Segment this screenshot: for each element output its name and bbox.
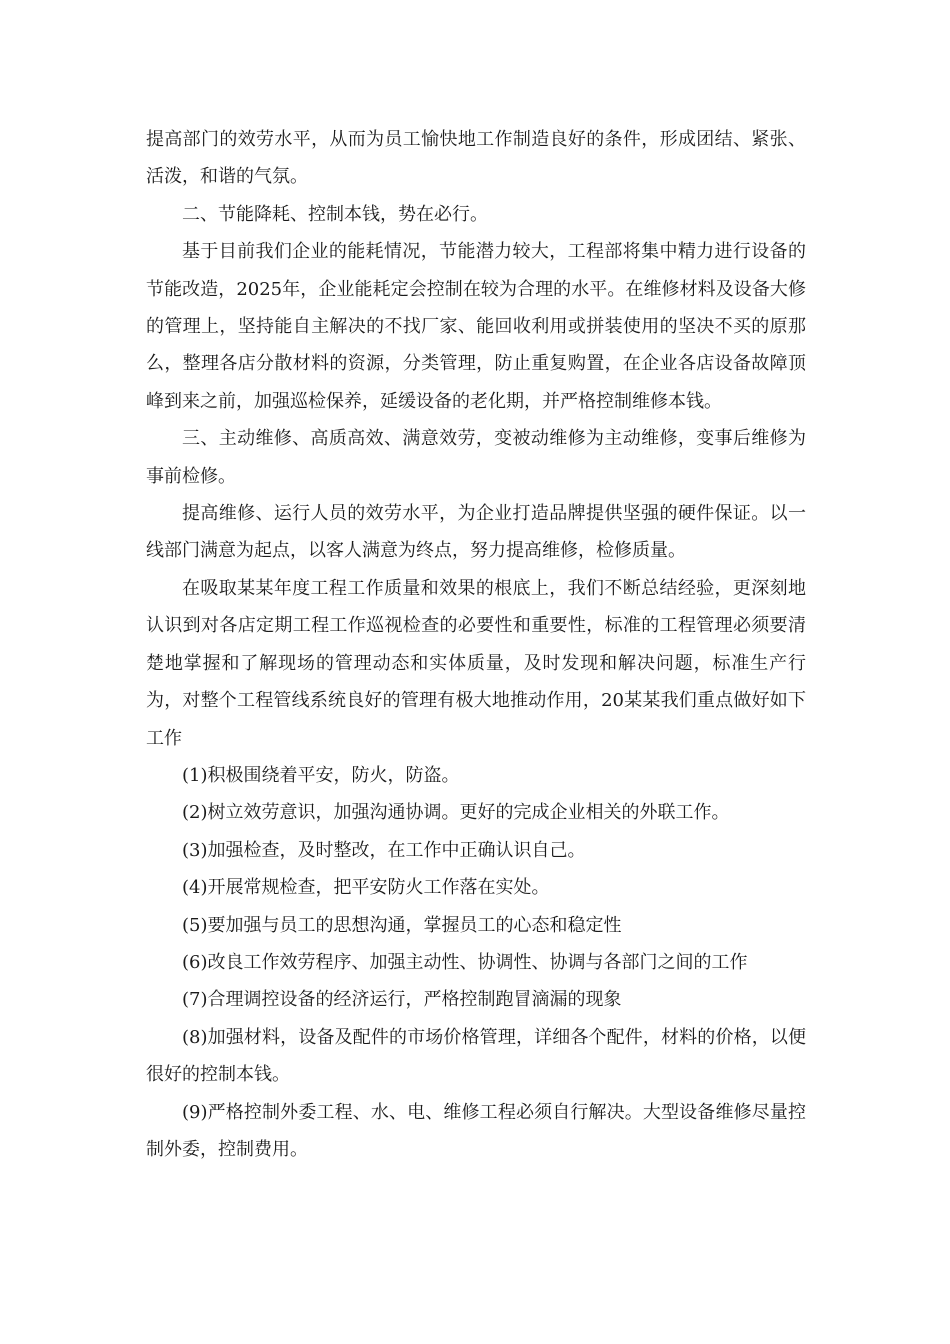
work-item-list (146, 757, 806, 1168)
work-item-1: (1)积极围绕着平安，防火，防盗。 (182, 764, 460, 786)
section-three-heading: 三、主动维修、高质高效、满意效劳，变被动维修为主动维修，变事后维修为事前检修。 (146, 428, 806, 487)
work-item-4: (4)开展常规检查，把平安防火工作落在实处。 (182, 877, 550, 899)
work-item-9: (9)严格控制外委工程、水、电、维修工程必须自行解决。大型设备维修尽量控制外委，控制费用。 (146, 1101, 806, 1160)
work-item-6: (6)改良工作效劳程序、加强主动性、协调性、协调与各部门之间的工作 (182, 951, 748, 973)
work-item-3: (3)加强检查，及时整改，在工作中正确认识自己。 (182, 839, 586, 861)
section-two-heading: 二、节能降耗、控制本钱，势在必行。 (182, 203, 488, 225)
work-item-5: (5)要加强与员工的思想沟通，掌握员工的心态和稳定性 (182, 914, 622, 936)
opening-paragraph: 提高部门的效劳水平，从而为员工愉快地工作制造良好的条件，形成团结、紧张、活泼，和谐的气氛。 (146, 129, 806, 188)
work-item-7: (7)合理调控设备的经济运行，严格控制跑冒滴漏的现象 (182, 989, 622, 1011)
document-page (146, 121, 806, 1168)
section-two-body: 基于目前我们企业的能耗情况，节能潜力较大，工程部将集中精力进行设备的节能改造，2025年，企业能耗定会控制在较为合理的水平。在维修材料及设备大修的管理上，坚持能自主解决的不找厂家、能回收利用或拼装使用的坚决不买的原那么，整理各店分散材料的资源，分类管理，防止重复购置，在企业各店设备故障顶峰到来之前，加强巡检保养，延缓设备的老化期，并严格控制维修本钱。 (146, 241, 806, 412)
work-item-2: (2)树立效劳意识，加强沟通协调。更好的完成企业相关的外联工作。 (182, 802, 730, 824)
section-three-body: 提高维修、运行人员的效劳水平，为企业打造品牌提供坚强的硬件保证。以一线部门满意为起点，以客人满意为终点，努力提高维修，检修质量。 (146, 503, 806, 562)
work-item-8: (8)加强材料，设备及配件的市场价格管理，详细各个配件，材料的价格，以便很好的控制本钱。 (146, 1026, 806, 1086)
summary-paragraph: 在吸取某某年度工程工作质量和效果的根底上，我们不断总结经验，更深刻地认识到对各店定期工程工作巡视检查的必要性和重要性，标准的工程管理必须要清楚地掌握和了解现场的管理动态和实体质量，及时发现和解决问题，标准生产行为，对整个工程管线系统良好的管理有极大地推动作用，20某某我们重点做好如下工作 (146, 577, 806, 749)
